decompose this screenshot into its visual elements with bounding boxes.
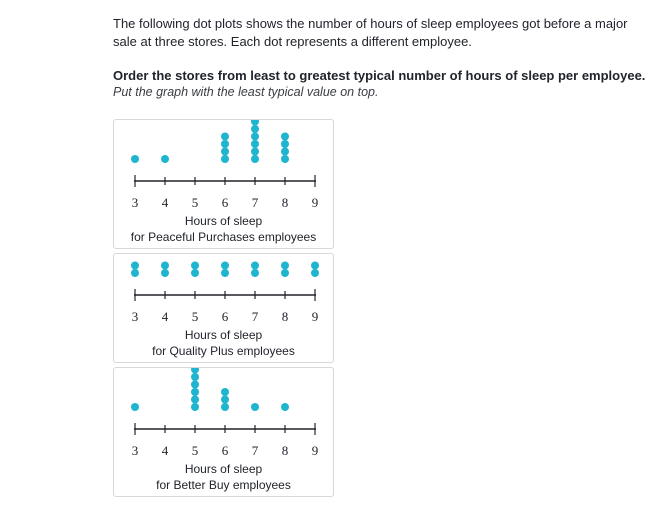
data-dot — [221, 403, 229, 411]
data-dot — [251, 120, 259, 126]
tick-label: 5 — [191, 443, 199, 458]
x-axis-label: Hours of sleep — [184, 462, 263, 476]
data-dot — [221, 148, 229, 156]
data-dot — [161, 262, 169, 270]
tick-label: 9 — [311, 443, 319, 458]
data-dot — [191, 373, 199, 381]
tick-label: 3 — [131, 309, 139, 324]
data-dot — [191, 269, 199, 277]
data-dot — [131, 269, 139, 277]
data-dot — [251, 403, 259, 411]
data-dot — [281, 155, 289, 163]
store-caption: for Quality Plus employees — [152, 344, 295, 358]
question-instructions — [113, 67, 648, 101]
data-dot — [311, 262, 319, 270]
store-caption: for Peaceful Purchases employees — [130, 230, 317, 244]
data-dot — [281, 148, 289, 156]
data-dot — [251, 133, 259, 141]
data-dot — [281, 262, 289, 270]
x-axis-label: Hours of sleep — [184, 328, 263, 342]
tick-label: 3 — [131, 443, 139, 458]
store-caption: for Better Buy employees — [156, 478, 291, 492]
data-dot — [251, 125, 259, 133]
data-dot — [281, 269, 289, 277]
data-dot — [221, 155, 229, 163]
tick-label: 4 — [161, 195, 169, 210]
instruction-text: Order the stores from least to greatest typical number of hours of sleep per employee. — [113, 68, 646, 83]
tick-labels — [114, 309, 333, 325]
tick-labels — [114, 195, 333, 211]
data-dot — [191, 403, 199, 411]
tick-label: 7 — [251, 443, 259, 458]
data-dot — [221, 140, 229, 148]
data-dot — [191, 262, 199, 270]
data-dot — [251, 269, 259, 277]
data-dot — [251, 155, 259, 163]
data-dot — [281, 140, 289, 148]
dot-plot-card-quality-plus[interactable] — [113, 253, 334, 363]
tick-label: 4 — [161, 443, 169, 458]
tick-label: 9 — [311, 195, 319, 210]
data-dot — [251, 140, 259, 148]
data-dot — [191, 388, 199, 396]
tick-label: 8 — [281, 443, 289, 458]
data-dot — [251, 148, 259, 156]
dot-plot-card-peaceful-purchases[interactable] — [113, 119, 334, 249]
data-dot — [251, 262, 259, 270]
dot-plot-svg — [114, 254, 333, 309]
tick-label: 5 — [191, 309, 199, 324]
data-dot — [161, 269, 169, 277]
tick-label: 4 — [161, 309, 169, 324]
dot-plot-card-better-buy[interactable] — [113, 367, 334, 497]
data-dot — [221, 269, 229, 277]
data-dot — [221, 396, 229, 404]
tick-label: 6 — [221, 443, 229, 458]
tick-label: 8 — [281, 309, 289, 324]
data-dot — [221, 133, 229, 141]
data-dot — [191, 396, 199, 404]
data-dot — [131, 155, 139, 163]
data-dot — [191, 381, 199, 389]
dot-plot-svg — [114, 368, 333, 443]
tick-label: 7 — [251, 309, 259, 324]
x-axis-label: Hours of sleep — [184, 214, 263, 228]
data-dot — [131, 403, 139, 411]
data-dot — [311, 269, 319, 277]
tick-label: 7 — [251, 195, 259, 210]
tick-label: 8 — [281, 195, 289, 210]
tick-label: 6 — [221, 195, 229, 210]
tick-label: 3 — [131, 195, 139, 210]
data-dot — [131, 262, 139, 270]
dot-plot-svg — [114, 120, 333, 195]
question-intro: The following dot plots shows the number of hours of sleep employees got before a major sale at three stores. Each dot represents a different employee. — [113, 16, 628, 49]
data-dot — [221, 262, 229, 270]
data-dot — [281, 133, 289, 141]
data-dot — [161, 155, 169, 163]
tick-labels — [114, 443, 333, 459]
data-dot — [221, 388, 229, 396]
tick-label: 6 — [221, 309, 229, 324]
tick-label: 9 — [311, 309, 319, 324]
data-dot — [191, 368, 199, 374]
data-dot — [281, 403, 289, 411]
tick-label: 5 — [191, 195, 199, 210]
hint-text: Put the graph with the least typical value on top. — [113, 85, 379, 99]
